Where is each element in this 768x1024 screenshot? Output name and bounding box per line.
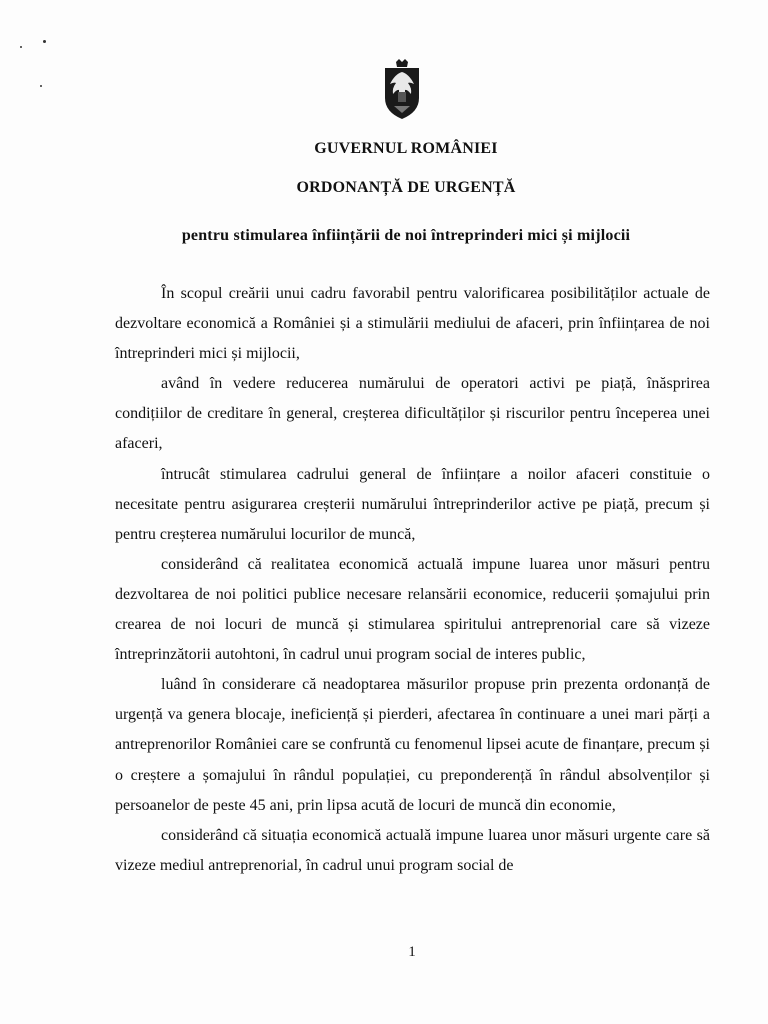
romanian-coat-of-arms-icon: [382, 58, 422, 120]
government-title: GUVERNUL ROMÂNIEI: [314, 140, 498, 157]
scan-speck: [20, 46, 22, 48]
page-number: 1: [408, 944, 416, 960]
document-subtitle: pentru stimularea înființării de noi întreprinderi mici și mijlocii: [181, 227, 631, 244]
document-body: [115, 279, 710, 881]
paragraph: În scopul creării unui cadru favorabil pentru valorificarea posibilităților actuale de dezvoltare economică a României și a stimulării mediului de afaceri, prin înființarea de noi întreprinderi mici și mijlocii,: [115, 285, 710, 363]
document-type-title: ORDONANȚĂ DE URGENȚĂ: [296, 179, 516, 196]
paragraph: întrucât stimularea cadrului general de înființare a noilor afaceri constituie o necesitate pentru asigurarea creșterii numărului întreprinderilor active pe piață, precum și pentru creșterea numărului locurilor de muncă,: [115, 465, 710, 543]
paragraph: având în vedere reducerea numărului de operatori activi pe piață, înăsprirea condițiilor de creditare în general, creșterea dificultăților și riscurilor pentru începerea unei afaceri,: [115, 375, 710, 453]
paragraph: considerând că realitatea economică actuală impune luarea unor măsuri pentru dezvoltarea de noi politici publice necesare relansării economice, reducerii șomajului prin crearea de noi locuri de muncă și stimularea spiritului antreprenorial care să vizeze întreprinzătorii autohtoni, în cadrul unui program social de interes public,: [115, 555, 710, 664]
paragraph: considerând că situația economică actuală impune luarea unor măsuri urgente care să vizeze mediul antreprenorial, în cadrul unui program social de: [115, 826, 710, 874]
scan-speck: [40, 85, 42, 87]
paragraph: luând în considerare că neadoptarea măsurilor propuse prin prezenta ordonanță de urgență va genera blocaje, ineficiență și pierderi, afectarea în continuare a unei mari părți a antreprenorilor României care se confruntă cu fenomenul lipsei acute de finanțare, precum și o creștere a șomajului în rândul populației, cu preponderență în rândul absolvenților și persoanelor de peste 45 ani, prin lipsa acută de locuri de muncă din economie,: [115, 676, 710, 814]
scan-speck: [43, 40, 46, 43]
